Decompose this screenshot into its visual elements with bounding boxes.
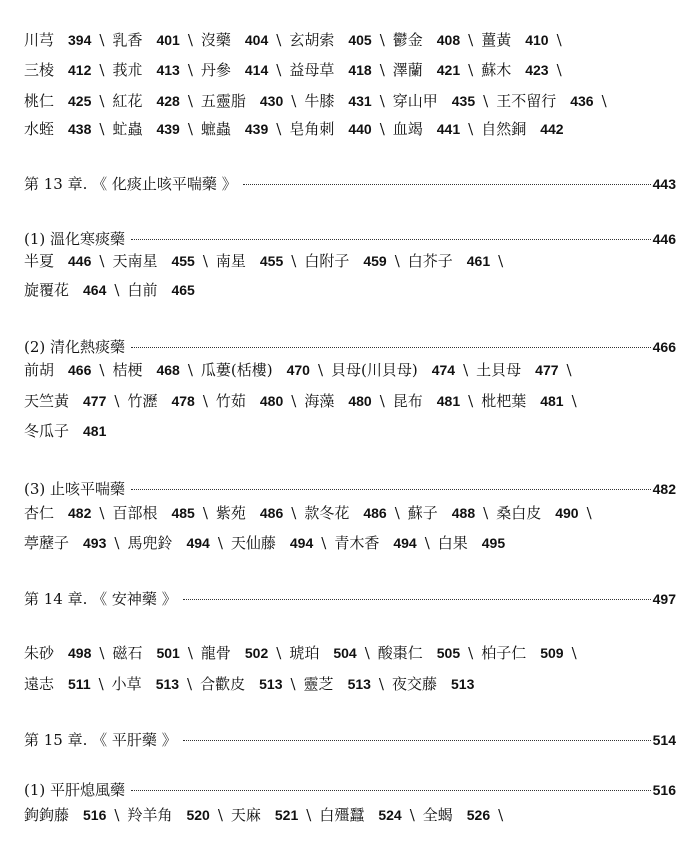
separator: \ <box>379 61 385 79</box>
toc-heading-title: (1) 平肝熄風藥 <box>24 781 126 799</box>
dot-leader <box>183 740 651 741</box>
herb-page: 481 <box>540 393 564 409</box>
herb-name: 白果 <box>437 534 468 552</box>
herb-name: 薑黃 <box>481 31 512 49</box>
separator: \ <box>99 31 105 49</box>
herb-name: 天南星 <box>112 252 158 270</box>
toc-heading <box>24 479 676 499</box>
herb-name: 白殭蠶 <box>319 806 365 824</box>
herb-page: 494 <box>289 535 314 551</box>
herb-page: 505 <box>436 645 461 661</box>
separator: \ <box>468 120 474 138</box>
separator: \ <box>321 534 327 552</box>
herb-name: 乳香 <box>112 31 143 49</box>
herb-page: 414 <box>244 62 269 78</box>
herb-page: 401 <box>156 32 180 48</box>
herb-page: 466 <box>68 362 92 378</box>
herb-page: 501 <box>156 645 180 661</box>
herb-name: 鉤鉤藤 <box>24 806 70 824</box>
separator: \ <box>99 504 105 522</box>
herb-name: 昆布 <box>392 392 423 410</box>
herb-page: 440 <box>348 121 372 137</box>
herb-name: 青木香 <box>334 534 380 552</box>
dot-leader <box>131 489 651 490</box>
herb-page: 495 <box>481 535 506 551</box>
herb-name: 旋覆花 <box>24 281 70 299</box>
separator: \ <box>276 644 282 662</box>
separator: \ <box>468 31 474 49</box>
herb-name: 玄胡索 <box>289 31 335 49</box>
herb-name: 天仙藤 <box>230 534 276 552</box>
herb-name: 血竭 <box>392 120 423 138</box>
separator: \ <box>379 392 385 410</box>
herb-name: 白附子 <box>304 252 350 270</box>
dot-leader <box>243 184 651 185</box>
separator: \ <box>394 504 400 522</box>
separator: \ <box>468 392 474 410</box>
herb-page: 430 <box>259 93 284 109</box>
herb-list-line <box>24 360 580 380</box>
herb-page: 509 <box>540 645 564 661</box>
herb-page: 488 <box>451 505 476 521</box>
toc-heading-title: 第 15 章. 《 平肝藥 》 <box>24 731 177 749</box>
separator: \ <box>498 806 504 824</box>
herb-page: 394 <box>68 32 92 48</box>
herb-name: 朱砂 <box>24 644 55 662</box>
herb-page: 459 <box>363 253 387 269</box>
herb-page: 438 <box>68 121 92 137</box>
herb-list-line <box>24 805 511 825</box>
separator: \ <box>187 675 193 693</box>
herb-page: 410 <box>525 32 549 48</box>
herb-page: 425 <box>68 93 92 109</box>
herb-page: 481 <box>83 423 107 439</box>
herb-name: 白前 <box>127 281 158 299</box>
herb-page: 498 <box>68 645 92 661</box>
herb-page: 520 <box>186 807 210 823</box>
herb-page: 446 <box>68 253 92 269</box>
toc-heading <box>24 337 676 357</box>
herb-name: 龍骨 <box>200 644 231 662</box>
herb-page: 485 <box>171 505 195 521</box>
herb-page: 465 <box>171 282 195 298</box>
herb-name: 天竺黃 <box>24 392 70 410</box>
separator: \ <box>276 61 282 79</box>
herb-page: 474 <box>431 362 456 378</box>
toc-heading-page: 443 <box>652 176 676 192</box>
toc-heading-page: 466 <box>652 339 676 355</box>
separator: \ <box>276 120 282 138</box>
herb-name: 琥珀 <box>289 644 320 662</box>
toc-heading-page: 482 <box>652 481 676 497</box>
separator: \ <box>317 361 324 379</box>
herb-name: 合歡皮 <box>200 675 246 693</box>
herb-page: 477 <box>535 362 559 378</box>
separator: \ <box>99 120 105 138</box>
separator: \ <box>306 806 312 824</box>
herb-list-line <box>24 280 195 300</box>
toc-heading-page: 446 <box>652 231 676 247</box>
herb-name: 沒藥 <box>200 31 231 49</box>
toc-heading-title: 第 14 章. 《 安神藥 》 <box>24 590 177 608</box>
herb-name: 羚羊角 <box>127 806 173 824</box>
separator: \ <box>114 281 120 299</box>
herb-name: 酸棗仁 <box>377 644 423 662</box>
herb-page: 470 <box>286 362 310 378</box>
herb-page: 513 <box>451 676 475 692</box>
separator: \ <box>290 675 296 693</box>
dot-leader <box>183 599 651 600</box>
separator: \ <box>276 31 282 49</box>
herb-name: 丹參 <box>200 61 231 79</box>
herb-name: 小草 <box>111 675 142 693</box>
herb-name: 馬兜鈴 <box>127 534 173 552</box>
herb-page: 477 <box>83 393 107 409</box>
herb-name: 葶藶子 <box>24 534 70 552</box>
herb-name: 三棱 <box>24 61 55 79</box>
separator: \ <box>566 361 572 379</box>
separator: \ <box>114 534 120 552</box>
herb-page: 413 <box>156 62 180 78</box>
herb-name: 遠志 <box>24 675 55 693</box>
separator: \ <box>98 675 104 693</box>
toc-heading-title: (2) 清化熱痰藥 <box>24 338 126 356</box>
herb-list-line <box>24 30 570 50</box>
separator: \ <box>468 644 474 662</box>
herb-name: 桔梗 <box>112 361 143 379</box>
toc-heading <box>24 780 676 800</box>
separator: \ <box>217 534 223 552</box>
herb-name: 鬱金 <box>392 31 423 49</box>
herb-name: 枇杷葉 <box>481 392 527 410</box>
herb-name: 貝母(川貝母) <box>331 361 418 379</box>
herb-list-line <box>24 391 585 411</box>
separator: \ <box>378 675 384 693</box>
herb-name: 川芎 <box>24 31 55 49</box>
separator: \ <box>202 392 208 410</box>
herb-page: 468 <box>156 362 180 378</box>
separator: \ <box>498 252 504 270</box>
herb-page: 439 <box>156 121 180 137</box>
herb-name: 五靈脂 <box>200 92 246 110</box>
herb-page: 513 <box>347 676 371 692</box>
herb-name: 蘇子 <box>407 504 438 522</box>
herb-page: 482 <box>68 505 92 521</box>
herb-page: 486 <box>259 505 284 521</box>
herb-page: 421 <box>436 62 461 78</box>
herb-page: 478 <box>171 393 195 409</box>
herb-page: 436 <box>570 93 594 109</box>
herb-name: 前胡 <box>24 361 55 379</box>
herb-name: 牛膝 <box>304 92 335 110</box>
herb-name: 杏仁 <box>24 504 55 522</box>
herb-page: 455 <box>259 253 284 269</box>
toc-heading <box>24 229 676 249</box>
toc-heading-title: (3) 止咳平喘藥 <box>24 480 126 498</box>
separator: \ <box>187 31 193 49</box>
herb-page: 480 <box>348 393 372 409</box>
herb-page: 502 <box>244 645 269 661</box>
toc-heading <box>24 730 676 750</box>
separator: \ <box>99 644 105 662</box>
herb-page: 494 <box>186 535 210 551</box>
herb-name: 土貝母 <box>476 361 522 379</box>
separator: \ <box>99 252 105 270</box>
toc-heading <box>24 174 676 194</box>
toc-heading-page: 514 <box>652 732 676 748</box>
herb-page: 521 <box>274 807 299 823</box>
separator: \ <box>99 361 105 379</box>
herb-page: 404 <box>244 32 269 48</box>
separator: \ <box>468 61 474 79</box>
toc-heading-page: 516 <box>652 782 676 798</box>
herb-page: 486 <box>363 505 387 521</box>
separator: \ <box>394 252 400 270</box>
herb-name: 南星 <box>215 252 246 270</box>
herb-name: 自然銅 <box>481 120 527 138</box>
herb-list-line <box>24 421 106 441</box>
herb-name: 桃仁 <box>24 92 55 110</box>
separator: \ <box>291 252 297 270</box>
herb-page: 441 <box>436 121 461 137</box>
toc-heading-title: 第 13 章. 《 化痰止咳平喘藥 》 <box>24 175 237 193</box>
herb-page: 481 <box>436 393 461 409</box>
herb-list-line <box>24 91 615 111</box>
separator: \ <box>571 644 577 662</box>
separator: \ <box>291 504 297 522</box>
separator: \ <box>409 806 415 824</box>
separator: \ <box>187 644 193 662</box>
herb-page: 526 <box>466 807 491 823</box>
dot-leader <box>131 347 651 348</box>
dot-leader <box>131 239 651 240</box>
herb-name: 款冬花 <box>304 504 350 522</box>
separator: \ <box>556 31 562 49</box>
herb-name: 紅花 <box>112 92 143 110</box>
herb-list-line <box>24 533 505 553</box>
separator: \ <box>187 61 193 79</box>
separator: \ <box>99 92 105 110</box>
herb-name: 虻蟲 <box>112 120 143 138</box>
separator: \ <box>187 120 193 138</box>
herb-name: 皂角刺 <box>289 120 335 138</box>
herb-name: 竹瀝 <box>127 392 158 410</box>
herb-page: 423 <box>525 62 549 78</box>
herb-page: 516 <box>83 807 107 823</box>
herb-list-line <box>24 251 511 271</box>
herb-page: 408 <box>436 32 461 48</box>
herb-name: 全蝎 <box>422 806 453 824</box>
herb-name: 水蛭 <box>24 120 55 138</box>
separator: \ <box>601 92 607 110</box>
herb-page: 455 <box>171 253 195 269</box>
herb-page: 511 <box>68 676 91 692</box>
herb-page: 461 <box>466 253 491 269</box>
herb-name: 冬瓜子 <box>24 422 70 440</box>
separator: \ <box>291 392 297 410</box>
herb-name: 莪朮 <box>112 61 143 79</box>
herb-name: 瓜蔞(栝樓) <box>200 361 273 379</box>
herb-page: 428 <box>156 93 180 109</box>
herb-page: 412 <box>68 62 92 78</box>
separator: \ <box>114 392 120 410</box>
herb-name: 磁石 <box>112 644 143 662</box>
herb-list-line <box>24 60 570 80</box>
separator: \ <box>586 504 592 522</box>
separator: \ <box>202 252 208 270</box>
separator: \ <box>483 504 489 522</box>
separator: \ <box>364 644 370 662</box>
herb-name: 澤蘭 <box>392 61 423 79</box>
herb-page: 435 <box>451 93 476 109</box>
herb-name: 靈芝 <box>303 675 334 693</box>
herb-name: 穿山甲 <box>392 92 438 110</box>
herb-page: 490 <box>555 505 579 521</box>
herb-name: 天麻 <box>230 806 261 824</box>
herb-name: 海藻 <box>304 392 335 410</box>
dot-leader <box>131 790 651 791</box>
herb-page: 431 <box>348 93 372 109</box>
separator: \ <box>99 61 105 79</box>
separator: \ <box>463 361 469 379</box>
herb-name: 益母草 <box>289 61 335 79</box>
separator: \ <box>114 806 120 824</box>
separator: \ <box>379 31 385 49</box>
separator: \ <box>217 806 223 824</box>
toc-heading-title: (1) 溫化寒痰藥 <box>24 230 126 248</box>
herb-name: 柏子仁 <box>481 644 527 662</box>
herb-page: 524 <box>378 807 402 823</box>
herb-page: 513 <box>155 676 180 692</box>
herb-list-line <box>24 643 585 663</box>
separator: \ <box>187 92 193 110</box>
separator: \ <box>202 504 208 522</box>
toc-heading <box>24 589 676 609</box>
herb-page: 494 <box>393 535 417 551</box>
herb-name: 百部根 <box>112 504 158 522</box>
herb-page: 442 <box>540 121 564 137</box>
herb-name: 蘇木 <box>481 61 512 79</box>
separator: \ <box>379 120 385 138</box>
herb-name: 夜交藤 <box>391 675 437 693</box>
separator: \ <box>571 392 577 410</box>
herb-list-line <box>24 503 600 523</box>
separator: \ <box>483 92 489 110</box>
herb-page: 439 <box>244 121 269 137</box>
herb-page: 504 <box>333 645 357 661</box>
herb-name: 紫苑 <box>215 504 246 522</box>
separator: \ <box>379 92 385 110</box>
herb-page: 418 <box>348 62 372 78</box>
herb-page: 513 <box>259 676 283 692</box>
herb-page: 480 <box>259 393 284 409</box>
herb-page: 405 <box>348 32 372 48</box>
herb-list-line <box>24 674 474 694</box>
herb-page: 493 <box>83 535 107 551</box>
separator: \ <box>424 534 430 552</box>
herb-name: 竹茹 <box>215 392 246 410</box>
herb-name: 蟅蟲 <box>200 120 231 138</box>
herb-name: 王不留行 <box>496 92 557 110</box>
separator: \ <box>556 61 562 79</box>
herb-name: 白芥子 <box>407 252 453 270</box>
toc-heading-page: 497 <box>652 591 676 607</box>
herb-name: 桑白皮 <box>496 504 542 522</box>
herb-list-line <box>24 119 564 139</box>
herb-name: 半夏 <box>24 252 55 270</box>
separator: \ <box>187 361 193 379</box>
separator: \ <box>291 92 297 110</box>
herb-page: 464 <box>83 282 107 298</box>
